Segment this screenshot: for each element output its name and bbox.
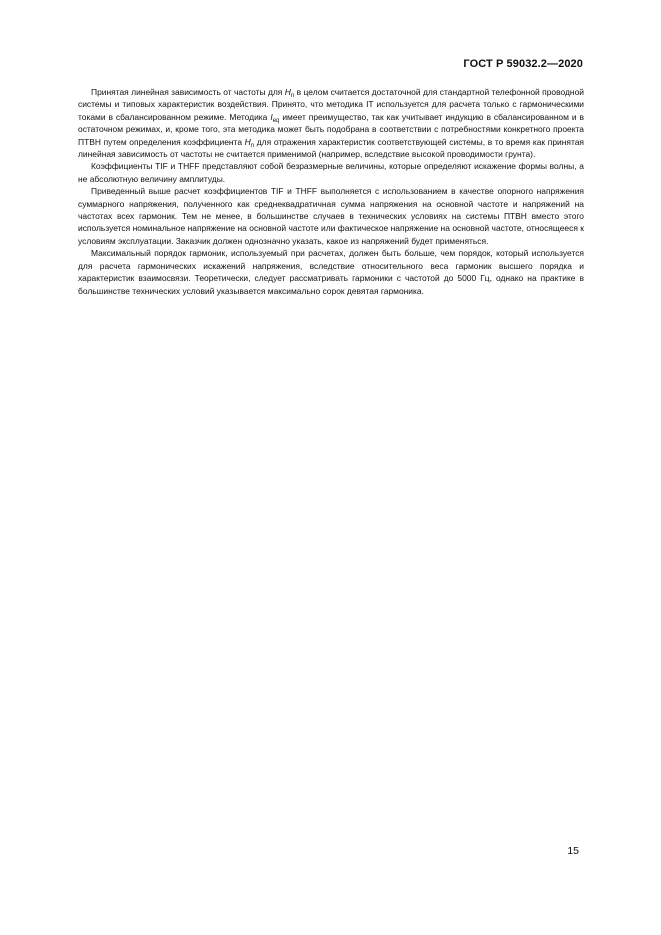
subscript: n — [250, 142, 255, 149]
paragraph-text: имеет преимущество, так как учитывает индукцию в сбалансированном и в остаточном режимах, и, кроме того, эта методика может быть подобрана в соответствии с потребностями конкретного проекта ПТВН путем определения коэффициента — [78, 111, 585, 147]
subscript: n — [290, 93, 295, 99]
paragraph-text: Принятая линейная зависимость от частоты для — [91, 87, 285, 97]
paragraph-3: Приведенный выше расчет коэффициентов TIF и THFF выполняется с использованием в качестве опорного напряжения суммарного напряжения, полученного как среднеквадратичная сумма напряжения на основной частоте и напряжений на частотах всех гармоник. Тем не менее, в большинстве случаев в технических условиях на системы ПТВН вместо этого используется номинальное напряжение на основной частоте или фактическое напряжение на основной частоте, относящееся к условиям эксплуатации. Заказчик должен однозначно указать, какое из напряжений будет применяться. — [78, 186, 584, 246]
paragraph-2: Коэффициенты TIF и THFF представляют собой безразмерные величины, которые определяют искажение формы волны, а не абсолютную величину амплитуды. — [78, 161, 584, 184]
variable-symbol: H — [244, 136, 251, 147]
paragraph-4: Максимальный порядок гармоник, используемый при расчетах, должен быть больше, чем порядок, который используется для расчета гармонических искажений напряжения, вследствие относительного веса гармоник высшего порядка и характеристик взаимосвязи. Теоретически, следует рассматривать гармоники с частотой до 5000 Гц, однако на практике в большинстве технических условий указывается максимально сорок девятая гармоника. — [78, 248, 584, 296]
variable-symbol: H — [284, 87, 291, 97]
page-number: 15 — [567, 845, 579, 857]
document-body — [78, 86, 584, 297]
document-number: ГОСТ Р 59032.2—2020 — [463, 58, 583, 70]
paragraph-text: для отражения характеристик соответствующей системы, в то время как принятая линейная зависимость от частоты не считается применимой (например, вследствие высокой проводимости грунта). — [78, 136, 584, 160]
paragraph-1 — [78, 86, 584, 160]
subscript: eq — [272, 117, 280, 124]
variable-symbol: I — [270, 111, 273, 122]
paragraph-text: в целом считается достаточной для стандартной телефонной проводной системы и типовых характеристик воздействия. Принято, что методика IT используется для расчета только с гармоническими токами в сбалансированном режиме. Методика — [78, 87, 584, 122]
